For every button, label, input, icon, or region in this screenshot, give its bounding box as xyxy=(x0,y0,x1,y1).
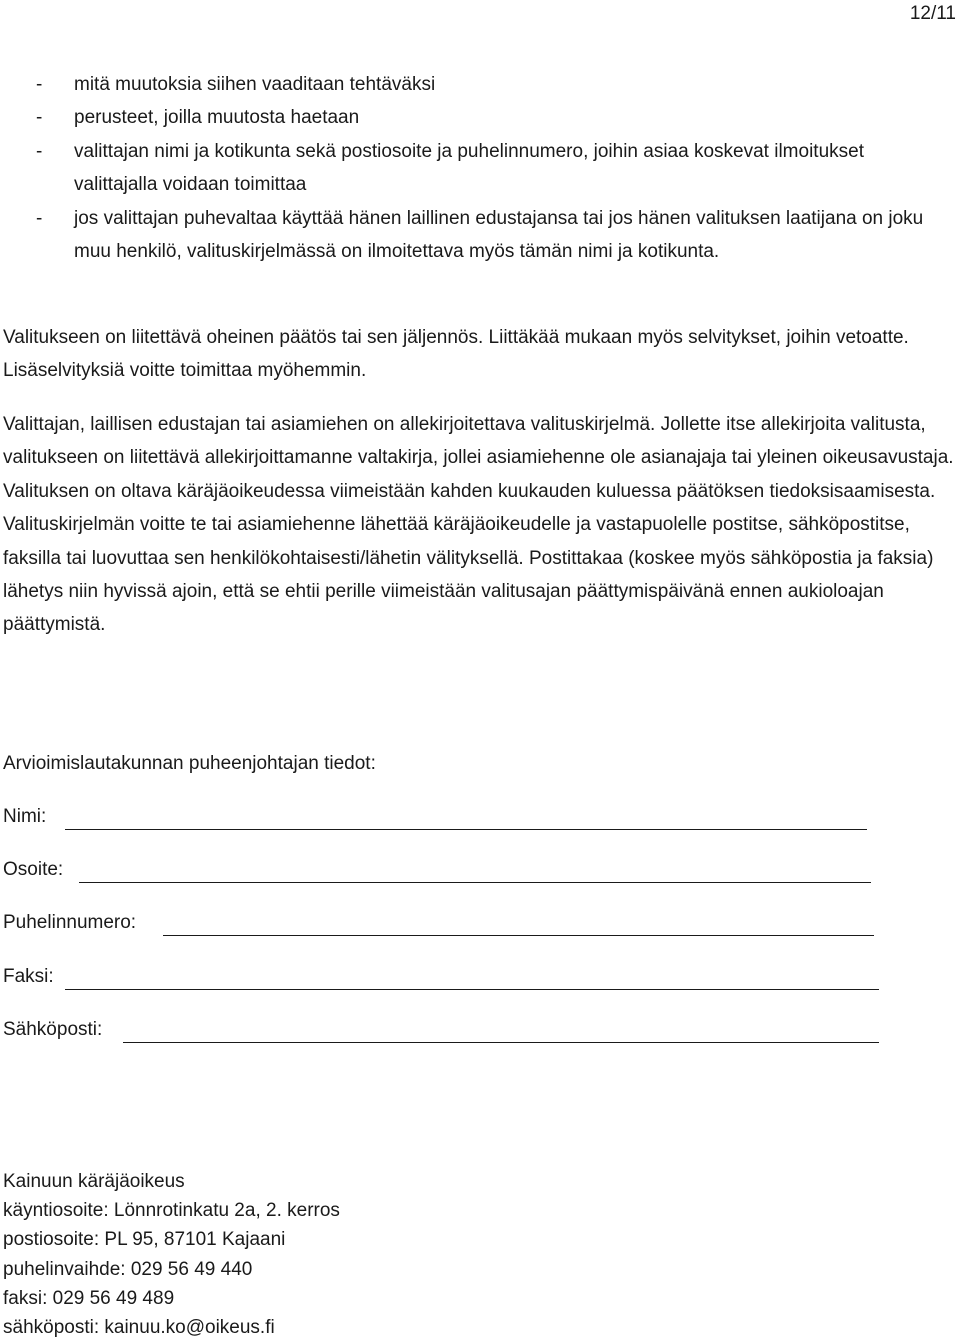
visiting-address: käyntiosoite: Lönnrotinkatu 2a, 2. kerros xyxy=(3,1200,340,1222)
fax-line[interactable] xyxy=(65,989,879,990)
list-item-text: perusteet, joilla muutosta haetaan xyxy=(74,107,360,129)
fax-field[interactable] xyxy=(3,962,883,992)
list-marker: - xyxy=(36,107,43,129)
fax-label: Faksi: xyxy=(3,966,54,987)
email-field[interactable] xyxy=(3,1015,883,1045)
list-marker: - xyxy=(36,74,43,95)
court-name: Kainuun käräjäoikeus xyxy=(3,1171,185,1192)
switchboard-number: puhelinvaihde: 029 56 49 440 xyxy=(3,1258,253,1280)
court-address-block xyxy=(3,1167,340,1342)
list-item-text: jos valittajan puhevaltaa käyttää hänen laillinen edustajansa tai jos hänen valituksen laatijana on joku muu henkilö, valituskirjelmässä on ilmoitettava myös tämän nimi ja kotikunta. xyxy=(74,207,924,263)
address-label: Osoite: xyxy=(3,859,64,880)
email-address: sähköposti: kainuu.ko@oikeus.fi xyxy=(3,1317,275,1339)
name-line[interactable] xyxy=(65,829,867,830)
phone-line[interactable] xyxy=(163,935,874,936)
phone-field[interactable] xyxy=(3,908,878,938)
name-field[interactable] xyxy=(3,802,873,832)
page-number: 12/11 xyxy=(909,3,956,24)
address-field[interactable] xyxy=(3,855,873,885)
form-heading: Arvioimislautakunnan puheenjohtajan tiedot: xyxy=(3,753,376,774)
list-item xyxy=(36,202,936,269)
name-label: Nimi: xyxy=(3,806,47,827)
signature-paragraph: Valittajan, laillisen edustajan tai asiamiehen on allekirjoitettava valituskirjelmä. Jollette itse allekirjoita valitusta, valitukseen on liitettävä allekirjoittamanne valtakirja, jollei asiamiehenne ole asianajaja tai yleinen oikeusavustaja. Valituksen on oltava käräjäoikeudessa viimeistään kahden kuukauden kuluessa päätöksen tiedoksisaamisesta. Valituskirjelmän voitte te tai asiamiehenne lähettää käräjäoikeudelle ja vastapuolelle postitse, sähköpostitse, faksilla tai luovuttaa sen henkilökohtaisesti/lähetin välityksellä. Postittakaa (koskee myös sähköpostia ja faksia) lähetys niin hyvissä ajoin, että se ehtii perille viimeistään valitusajan päättymispäivänä ennen aukioloajan päättymistä. xyxy=(3,414,954,636)
address-line[interactable] xyxy=(79,882,871,883)
email-label: Sähköposti: xyxy=(3,1019,103,1040)
attachment-paragraph: Valitukseen on liitettävä oheinen päätös tai sen jäljennös. Liittäkää mukaan myös selvitykset, joihin vetoatte. Lisäselvityksiä voitte toimittaa myöhemmin. xyxy=(3,327,909,382)
list-item-text: valittajan nimi ja kotikunta sekä postiosoite ja puhelinnumero, joihin asiaa koskevat ilmoitukset valittajalla voidaan toimittaa xyxy=(74,140,864,196)
list-item xyxy=(36,101,936,134)
list-marker: - xyxy=(36,207,43,229)
list-item xyxy=(36,135,936,202)
list-marker: - xyxy=(36,140,43,162)
list-item xyxy=(36,68,936,101)
requirements-list xyxy=(36,68,936,268)
email-line[interactable] xyxy=(123,1042,879,1043)
postal-address: postiosoite: PL 95, 87101 Kajaani xyxy=(3,1229,286,1251)
list-item-text: mitä muutoksia siihen vaaditaan tehtäväksi xyxy=(74,74,436,95)
fax-number: faksi: 029 56 49 489 xyxy=(3,1287,175,1309)
phone-label: Puhelinnumero: xyxy=(3,912,137,933)
